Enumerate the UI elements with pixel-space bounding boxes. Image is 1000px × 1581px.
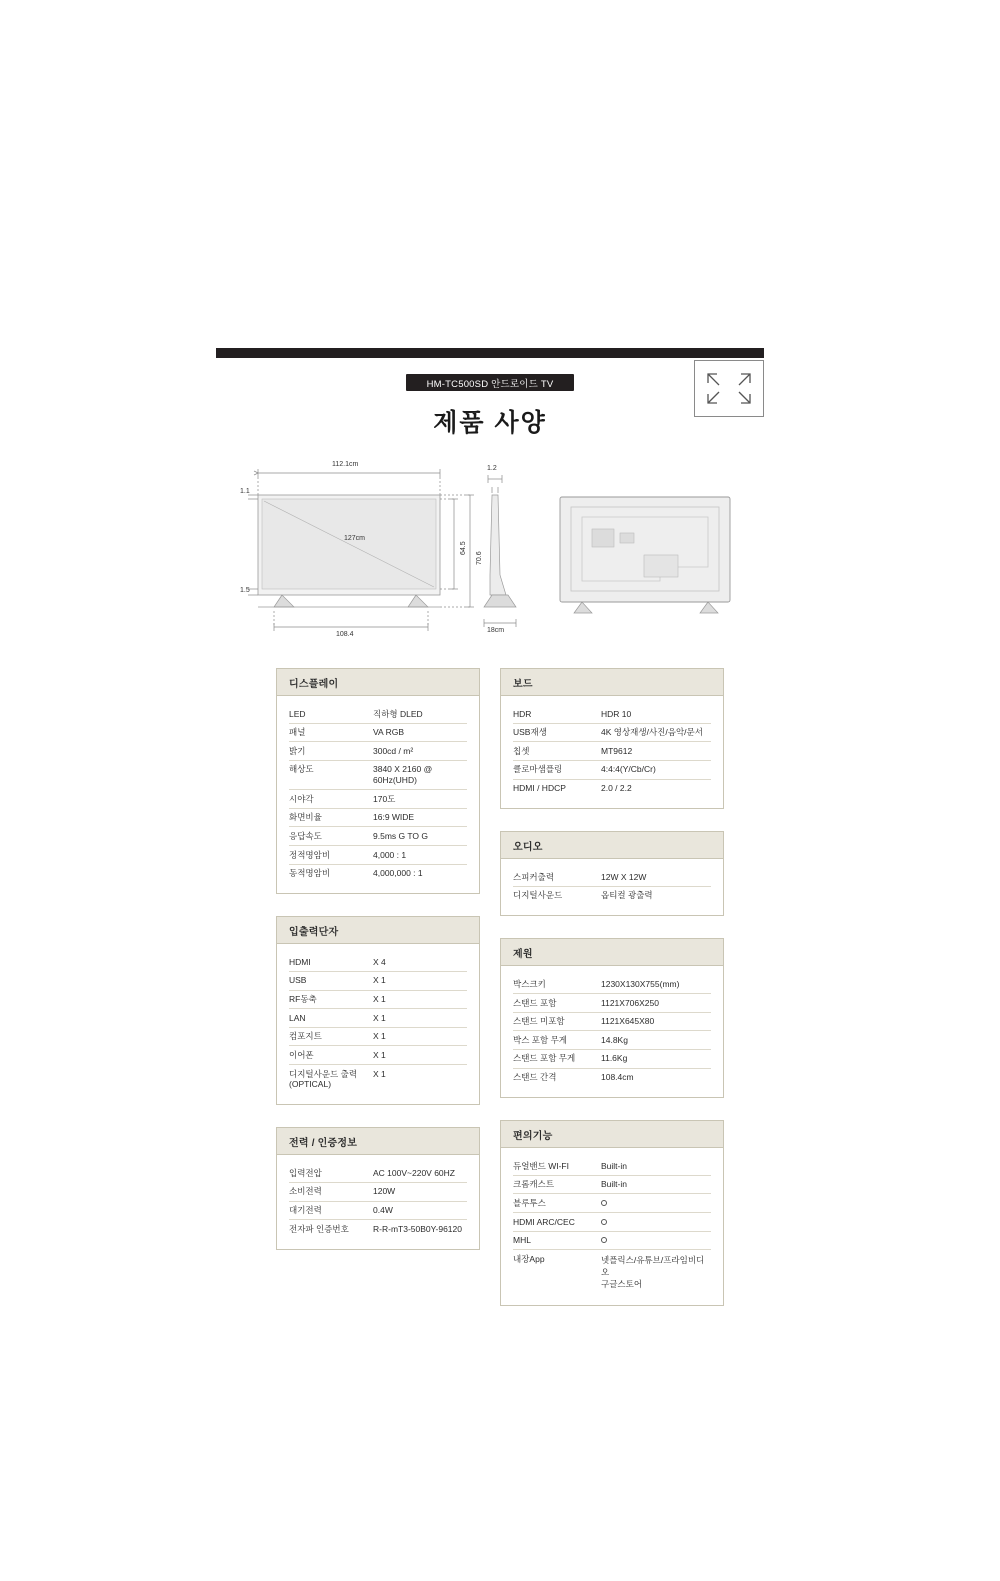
- table-row: [289, 1220, 467, 1238]
- row-value: 11.6Kg: [601, 1053, 628, 1064]
- row-value: 4K 영상재생/사진/음악/문서: [601, 727, 703, 738]
- table-row: [289, 1202, 467, 1221]
- dim-bezel-top: 1.1: [240, 488, 250, 495]
- table-row: [289, 972, 467, 991]
- row-value: 9.5ms G TO G: [373, 830, 428, 841]
- panel-board-body: [501, 696, 723, 808]
- apps-line2: 구글스토어: [601, 1279, 643, 1290]
- row-key: 스피커출력: [513, 871, 555, 882]
- row-value: HDR 10: [601, 708, 632, 719]
- row-value: X 1: [373, 1012, 386, 1023]
- row-key: 스탠드 포함: [513, 997, 557, 1008]
- row-value: X 1: [373, 1031, 386, 1042]
- table-row: [289, 724, 467, 743]
- row-value: 3840 X 2160 @ 60Hz(UHD): [373, 764, 433, 785]
- panel-display-body: [277, 696, 479, 893]
- table-row: [289, 991, 467, 1010]
- row-value: 16:9 WIDE: [373, 812, 415, 823]
- table-row: [289, 953, 467, 972]
- table-row: [513, 1157, 711, 1176]
- row-value: AC 100V~220V 60HZ: [373, 1167, 455, 1178]
- dim-front-diagonal: 127cm: [344, 535, 366, 542]
- row-key: 패널: [289, 727, 306, 738]
- row-key: HDR: [513, 708, 532, 719]
- table-row: [289, 809, 467, 828]
- panel-features-title: 편의기능: [501, 1121, 723, 1148]
- table-row: [513, 780, 711, 798]
- panel-io-body: [277, 944, 479, 1104]
- table-row: [513, 1176, 711, 1195]
- table-row: [513, 1194, 711, 1213]
- row-value: 14.8Kg: [601, 1034, 628, 1045]
- panel-display-title: 디스플레이: [277, 669, 479, 696]
- row-value: 옵티컬 광출력: [601, 890, 653, 901]
- row-key: 컴포지트: [289, 1031, 322, 1042]
- row-key: 블루투스: [513, 1197, 546, 1208]
- row-key: 스탠드 미포함: [513, 1016, 565, 1027]
- row-value: [601, 1217, 711, 1228]
- row-key: 클로마샘플링: [513, 764, 563, 775]
- table-row: [289, 705, 467, 724]
- row-value: 170도: [373, 793, 396, 804]
- row-key: 정적명암비: [289, 849, 331, 860]
- row-key: 박스크키: [513, 978, 546, 989]
- dim-side-thickness: 1.2: [487, 465, 497, 472]
- tv-dimension-drawing: [240, 455, 760, 650]
- row-key: 칩셋: [513, 745, 530, 756]
- row-value: 300cd / m²: [373, 745, 414, 756]
- panel-dimensions-body: [501, 966, 723, 1097]
- expand-arrows-glyph: [695, 361, 763, 416]
- panel-io: [276, 916, 480, 1105]
- row-key: 시야각: [289, 793, 314, 804]
- panel-power: [276, 1127, 480, 1250]
- row-key: 스탠드 포함 무게: [513, 1053, 576, 1064]
- row-value: [601, 1235, 711, 1246]
- panel-power-body: [277, 1155, 479, 1249]
- row-value: 4,000,000 : 1: [373, 868, 423, 879]
- row-key: 응답속도: [289, 830, 322, 841]
- table-row: [289, 827, 467, 846]
- table-row: [513, 975, 711, 994]
- row-key: 박스 포함 무게: [513, 1034, 567, 1045]
- row-value: Built-in: [601, 1179, 627, 1190]
- table-row: [289, 1028, 467, 1047]
- panel-board-title: 보드: [501, 669, 723, 696]
- table-row: [513, 761, 711, 780]
- model-badge: HM-TC500SD 안드로이드 TV: [406, 374, 574, 391]
- table-row: [289, 1164, 467, 1183]
- row-value: X 4: [373, 956, 386, 967]
- row-key: 스탠드 간격: [513, 1072, 557, 1082]
- row-key: 이어폰: [289, 1049, 314, 1060]
- row-value: 2.0 / 2.2: [601, 783, 632, 793]
- row-value: VA RGB: [373, 727, 405, 738]
- row-key: HDMI / HDCP: [513, 783, 566, 793]
- row-key: LED: [289, 708, 306, 719]
- table-row: [513, 887, 711, 905]
- table-row: [513, 1031, 711, 1050]
- table-row: [289, 1183, 467, 1202]
- panel-board: [500, 668, 724, 809]
- table-row: [513, 742, 711, 761]
- row-value: 직하형 DLED: [373, 708, 423, 719]
- row-value: 0.4W: [373, 1205, 393, 1215]
- row-value: X 1: [373, 1068, 386, 1079]
- table-row: [289, 865, 467, 883]
- header-rule: [216, 348, 764, 358]
- table-row: [289, 1065, 467, 1093]
- row-key: 전자파 인증번호: [289, 1223, 349, 1234]
- row-key: [289, 1069, 373, 1090]
- table-row: [513, 1213, 711, 1232]
- panel-dimensions-title: 제원: [501, 939, 723, 966]
- row-value: 108.4cm: [601, 1072, 634, 1082]
- dim-panel-height: 64.5: [460, 541, 467, 555]
- row-value: 1121X645X80: [601, 1016, 655, 1027]
- table-row: [289, 1009, 467, 1028]
- row-value: 1121X706X250: [601, 997, 659, 1008]
- row-key: 해상도: [289, 764, 314, 775]
- row-key: 크롬캐스트: [513, 1179, 555, 1190]
- row-key: 밝기: [289, 745, 306, 756]
- table-row: [289, 742, 467, 761]
- row-key: 입력전압: [289, 1167, 322, 1178]
- row-key: LAN: [289, 1012, 306, 1023]
- row-key-line2: (OPTICAL): [289, 1079, 332, 1090]
- row-value: [601, 1254, 711, 1291]
- row-key: 대기전력: [289, 1205, 322, 1215]
- dim-side-depth: 18cm: [487, 627, 505, 634]
- panel-audio: [500, 831, 724, 916]
- row-value: X 1: [373, 994, 386, 1004]
- table-row: [289, 761, 467, 790]
- row-value: 4:4:4(Y/Cb/Cr): [601, 764, 656, 775]
- page-header: [216, 348, 764, 439]
- spec-column-right: [500, 668, 724, 1328]
- row-key: MHL: [513, 1235, 531, 1246]
- panel-dimensions: [500, 938, 724, 1098]
- row-key: HDMI ARC/CEC: [513, 1216, 575, 1227]
- panel-features: [500, 1120, 724, 1306]
- table-row: [513, 868, 711, 887]
- circle-marker-icon: [601, 1219, 607, 1225]
- table-row: [289, 790, 467, 809]
- row-value: X 1: [373, 975, 386, 986]
- table-row: [513, 994, 711, 1013]
- page-title: 제품 사양: [433, 409, 547, 437]
- table-row: [513, 1069, 711, 1087]
- circle-marker-icon: [601, 1200, 607, 1206]
- row-key: 동적명암비: [289, 868, 331, 879]
- table-row: [513, 705, 711, 724]
- panel-display: [276, 668, 480, 894]
- row-value: [601, 1198, 711, 1209]
- row-key: 화면비율: [289, 812, 322, 823]
- table-row: [513, 1250, 711, 1294]
- panel-features-body: [501, 1148, 723, 1305]
- dim-front-width: 112.1cm: [332, 461, 359, 468]
- row-key: RF동축: [289, 994, 317, 1004]
- apps-line1: 넷플릭스/유튜브/프라임비디오: [601, 1254, 705, 1278]
- row-value: Built-in: [601, 1160, 627, 1171]
- row-key: HDMI: [289, 956, 311, 967]
- row-key: 내장App: [513, 1253, 545, 1264]
- row-key: 듀얼밴드 WI-FI: [513, 1160, 569, 1171]
- panel-io-title: 입출력단자: [277, 917, 479, 944]
- row-value: MT9612: [601, 745, 633, 756]
- dim-bezel-bottom: 1.5: [240, 587, 250, 594]
- table-row: [513, 1232, 711, 1251]
- panel-audio-title: 오디오: [501, 832, 723, 859]
- row-value: X 1: [373, 1049, 386, 1060]
- row-key: 소비전력: [289, 1186, 322, 1197]
- circle-marker-icon: [601, 1237, 607, 1243]
- row-key: USB: [289, 975, 307, 986]
- expand-arrows-icon: [694, 360, 764, 417]
- row-key: 디지털사운드: [513, 890, 563, 901]
- table-row: [289, 1046, 467, 1065]
- table-row: [513, 724, 711, 743]
- row-value: 120W: [373, 1186, 396, 1197]
- spec-column-left: [276, 668, 480, 1272]
- product-drawings: [240, 455, 760, 650]
- table-row: [513, 1050, 711, 1069]
- dim-stand-width: 108.4: [336, 631, 354, 638]
- row-key-line1: 디지털사운드 출력: [289, 1068, 358, 1079]
- panel-power-title: 전력 / 인증정보: [277, 1128, 479, 1155]
- table-row: [289, 846, 467, 865]
- dim-total-height: 70.6: [476, 551, 483, 565]
- row-value: 4,000 : 1: [373, 849, 407, 860]
- panel-audio-body: [501, 859, 723, 915]
- row-value: 1230X130X755(mm): [601, 978, 680, 989]
- row-key: USB재생: [513, 727, 547, 738]
- row-value: R-R-mT3-50B0Y-96120: [373, 1223, 462, 1234]
- row-value: 12W X 12W: [601, 871, 647, 882]
- table-row: [513, 1013, 711, 1032]
